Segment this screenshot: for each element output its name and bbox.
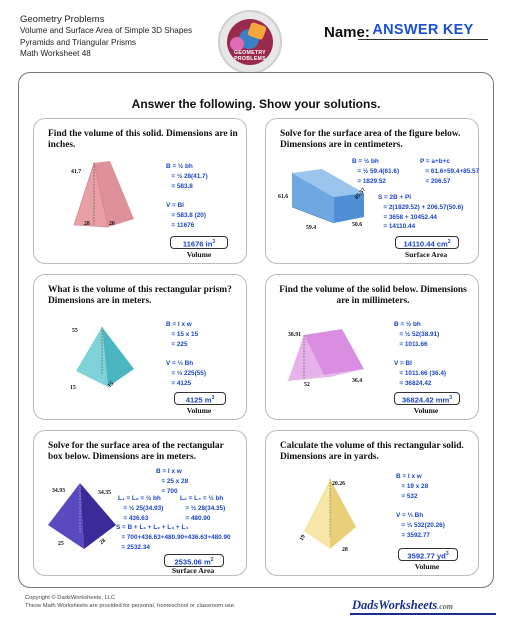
dimension-height: 38.91 (288, 332, 302, 338)
answer-box: 11676 $in^3$ (170, 236, 228, 249)
answer-caption: Surface Area (171, 566, 215, 575)
dimension-height: 61.6 (278, 194, 289, 200)
solution-surface: S = B + L₁ + L₂ + L₃ + L₄ = 700+436.63+480.90+436.63+480.90 = 2532.34 (116, 524, 231, 551)
answer-box: 3592.77 $yd^3$ (398, 548, 458, 561)
question-text: Solve for the surface area of the rectangular box below. Dimensions are in meters. (48, 441, 224, 462)
answer-box: 36824.42 $mm^3$ (394, 392, 460, 405)
dimension-length: 20 (109, 221, 115, 227)
answer-box: 4125 $m^3$ (174, 392, 226, 405)
dimension-length: 25 (58, 541, 64, 547)
logo-underline (350, 613, 496, 615)
question-text: Find the volume of the solid below. Dimensions are in millimeters. (279, 285, 467, 306)
solution-steps: B = ½ bh = ½ 59.4(61.6) = 1829.52 (352, 158, 400, 185)
worksheet-subtitle: Volume and Surface Area of Simple 3D Shapes (20, 26, 193, 36)
copyright-text: Copyright © DadsWorksheets, LLC (25, 595, 116, 601)
question-text: Solve for the surface area of the figure below. Dimensions are in centimeters. (280, 129, 461, 150)
question-text: Find the volume of this solid. Dimensions are in inches. (48, 129, 238, 150)
dimension-hypotenuse: 85.57 (353, 187, 368, 201)
dimension-base: 59.4 (306, 225, 317, 231)
dimension-base: 52 (304, 382, 310, 388)
answer-caption: Volume (186, 406, 212, 415)
problem-card-1 (33, 118, 247, 264)
solution-perimeter: P = a+b+c = 61.6+59.4+85.57 = 206.57 (420, 158, 480, 185)
problem-card-4 (265, 274, 479, 420)
solution-steps: B = ½ bh = ½ 28(41.7) = 583.8 V = Bl = 583.8 (20) = 11676 (166, 163, 208, 229)
answer-box: 2535.06 $m^2$ (164, 554, 224, 567)
dimension-height: 41.7 (71, 169, 82, 175)
problem-card-3 (33, 274, 247, 420)
answer-caption: Volume (186, 250, 212, 259)
geometry-problems-logo: GEOMETRY PROBLEMS (218, 10, 282, 74)
answer-caption: Volume (413, 406, 439, 415)
question-text: Calculate the volume of this rectangular solid. Dimensions are in yards. (280, 441, 464, 462)
answer-key-label: ANSWER KEY (358, 22, 488, 40)
worksheet-topic: Pyramids and Triangular Prisms (20, 37, 137, 47)
dimension-length: 28 (342, 547, 348, 553)
solution-lateral-2: L₃ = L₄ = ½ bh = ½ 28(34.35) = 480.90 (180, 495, 226, 522)
instructions: Answer the following. Show your solutions. (131, 97, 381, 111)
dimension-slant-2: 34.35 (98, 490, 112, 496)
dimension-base: 28 (84, 221, 90, 227)
worksheet-title: Geometry Problems (20, 14, 105, 25)
solution-steps: B = l x w = 15 x 15 = 225 V = ⅓ Bh = ⅓ 225(55) = 4125 (166, 321, 206, 387)
dimension-width: 15 (70, 385, 76, 391)
name-label: Name: (324, 24, 370, 41)
answer-box: 14110.44 $cm^2$ (395, 236, 459, 249)
worksheet-header (20, 14, 192, 60)
solution-steps: B = l x w = 19 x 28 = 532 V = ⅓ Bh = ⅓ 532(20.26) = 3592.77 (396, 473, 445, 539)
rectangular-pyramid-figure (300, 477, 364, 553)
dimension-width: 28 (98, 537, 108, 547)
dimension-height: 20.26 (332, 481, 346, 487)
dimension-height: 55 (72, 328, 78, 334)
dimension-length: 36.4 (352, 378, 363, 384)
answer-caption: Volume (414, 562, 440, 571)
answer-caption: Surface Area (404, 250, 448, 259)
solution-steps: B = ½ bh = ½ 52(38.91) = 1011.66 V = Bl = 1011.66 (36.4) = 36824.42 (394, 321, 447, 387)
worksheet-number: Math Worksheet 48 (20, 49, 91, 59)
solution-surface: S = 2B + Pl = 2(1829.52) + 206.57(50.6) = 3658 + 10452.44 = 14110.44 (378, 194, 464, 231)
question-text: What is the volume of this rectangular prism? Dimensions are in meters. (48, 285, 232, 306)
solution-lateral-1: L₁ = L₂ = ½ bh = ½ 25(34.93) = 436.63 (118, 495, 164, 522)
problem-card-6 (265, 430, 479, 576)
usage-note: These Math Worksheets are provided for personal, homeschool or classroom use. (25, 603, 236, 609)
problem-card-5 (33, 430, 247, 576)
problem-card-2 (265, 118, 479, 264)
dimension-slant-1: 34.93 (52, 488, 66, 494)
footer (25, 594, 236, 610)
dimension-length: 15 (106, 380, 116, 390)
dimension-length: 50.6 (352, 222, 363, 228)
dimension-width: 19 (298, 533, 307, 543)
solution-base: B = l x w = 25 x 28 = 700 (156, 468, 189, 495)
dadsworksheets-logo: DadsWorksheets.com (352, 598, 453, 612)
